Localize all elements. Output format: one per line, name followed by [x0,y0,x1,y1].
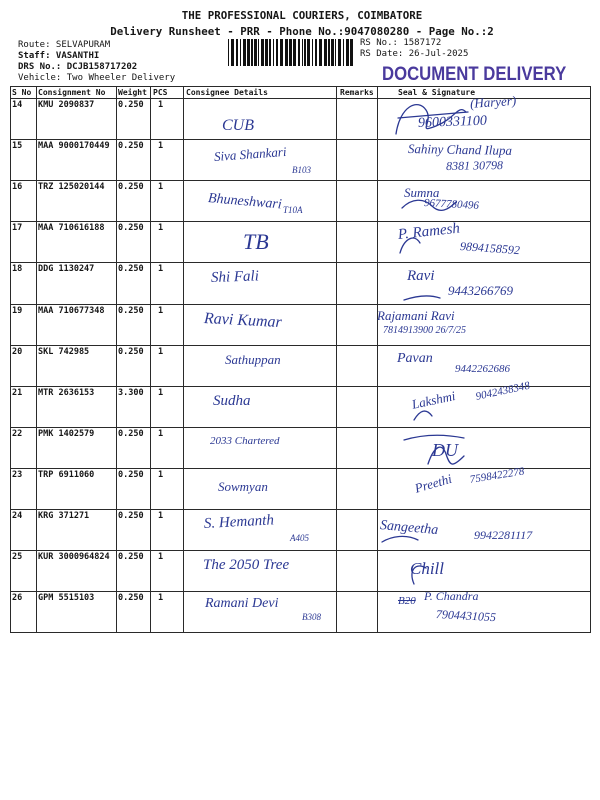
weight-cell: 0.250 [118,264,144,275]
weight-cell: 0.250 [118,100,144,110]
barcode-bar [289,39,292,66]
weight-cell: 0.250 [118,428,144,439]
document-delivery-stamp: DOCUMENT DELIVERY [382,64,567,85]
pcs-cell: 1 [158,511,164,521]
consignee-flat-handwritten: T10A [283,204,303,215]
sno-cell: 15 [12,141,23,152]
barcode-bar [343,39,344,66]
consignment-no-cell: MAA 710677348 [38,305,105,316]
barcode [228,39,355,66]
rs-date: RS Date: 26-Jul-2025 [360,49,469,59]
sno-cell: 21 [12,387,23,398]
drs-number: DRS No.: DCJB158717202 [18,62,138,72]
consignee-name-handwritten: Sudha [213,392,251,409]
pcs-cell: 1 [158,346,164,357]
barcode-bar [307,39,310,66]
vehicle: Vehicle: Two Wheeler Delivery [18,73,176,83]
sno-cell: 22 [12,428,23,439]
signature-name-handwritten: Lakshmi [410,387,457,412]
barcode-bar [293,39,296,66]
weight-cell: 0.250 [118,469,144,480]
barcode-bar [285,39,288,66]
signature-phone-handwritten: 8381 30798 [445,157,504,173]
row-divider [10,632,591,633]
signature-phone-handwritten: 9442262686 [455,362,510,375]
table-row [0,180,600,221]
column-header-sno: S No [12,88,32,97]
weight-cell: 0.250 [118,223,144,234]
route: Route: SELVAPURAM [18,40,111,50]
barcode-bar [276,39,278,66]
barcode-bar [315,39,317,66]
weight-cell: 3.300 [118,387,144,398]
consignment-no-cell: MAA 9000170449 [38,141,110,152]
barcode-bar [319,39,322,66]
signature-phone-handwritten: 9443266769 [448,282,513,298]
pcs-cell: 1 [158,182,164,193]
barcode-bar [298,39,300,66]
barcode-bar [228,39,229,66]
barcode-bar [338,39,341,66]
column-header-consignee-details: Consignee Details [186,88,268,97]
consignee-name-handwritten: Shi Fali [210,268,260,286]
runsheet-subtitle: Delivery Runsheet - PRR - Phone No.:9047080280 - Page No.:2 [110,25,494,38]
signature-name-handwritten: Sumna [404,184,440,200]
barcode-bar [335,39,336,66]
barcode-bar [236,39,238,66]
barcode-bar [231,39,234,66]
consignment-no-cell: TRZ 125020144 [38,182,105,193]
consignee-name-handwritten: TB [243,228,269,254]
barcode-bar [304,39,306,66]
pcs-cell: 1 [158,223,164,234]
pcs-cell: 1 [158,305,164,316]
pcs-cell: 1 [158,552,164,563]
column-header-remarks: Remarks [340,88,374,97]
table-row [0,550,600,591]
barcode-bar [331,39,334,66]
weight-cell: 0.250 [118,141,144,152]
consignment-no-cell: SKL 742985 [38,346,90,357]
table-row [0,465,600,509]
barcode-bar [324,39,327,66]
table-row [0,509,600,550]
pcs-cell: 1 [158,428,164,439]
consignee-flat-handwritten: A405 [290,533,309,543]
weight-cell: 0.250 [118,511,144,521]
consignment-no-cell: TRP 6911060 [38,469,95,480]
consignment-no-cell: MAA 710616188 [38,223,105,234]
column-header-weight: Weight [118,88,147,97]
sno-cell: 25 [12,552,23,563]
consignee-name-handwritten: CUB [222,117,254,134]
barcode-bar [346,39,349,66]
table-row [0,221,600,262]
consignment-no-cell: PMK 1402579 [38,428,95,439]
signature-phone-handwritten: 9042438348 [474,379,531,403]
barcode-bar [312,39,313,66]
signature-name-handwritten: P. Chandra [424,589,479,603]
sno-cell: 24 [12,511,23,521]
rs-number: RS No.: 1587172 [360,38,442,48]
consignee-name-handwritten: Sathuppan [225,351,281,367]
staff: Staff: VASANTHI [18,51,100,61]
struck-out-handwriting: B20 [398,594,416,607]
consignee-name-handwritten: Ravi Kumar [203,310,283,332]
signature-name-handwritten: DU [432,439,458,460]
consignee-name-handwritten: 2033 Chartered [210,434,280,447]
weight-cell: 0.250 [118,552,144,563]
sno-cell: 16 [12,182,23,193]
company-name: THE PROFESSIONAL COURIERS, COIMBATORE [181,9,423,22]
consignment-no-cell: KUR 3000964824 [38,552,110,563]
table-row [0,304,600,345]
barcode-bar [247,39,250,66]
barcode-bar [240,39,241,66]
signature-phone-handwritten: 7904431055 [435,606,497,625]
pcs-cell: 1 [158,387,164,398]
barcode-bar [269,39,271,66]
barcode-bar [350,39,353,66]
barcode-bar [261,39,264,66]
weight-cell: 0.250 [118,593,144,604]
signature-phone-handwritten: 9942281117 [474,528,533,542]
pcs-cell: 1 [158,469,164,480]
pcs-cell: 1 [158,264,164,275]
consignee-name-handwritten: Bhuneshwari [207,191,283,213]
pcs-cell: 1 [158,593,164,604]
signature-phone-handwritten: 9677780496 [423,196,480,212]
barcode-bar [243,39,246,66]
signature-name-handwritten: Preethi [412,470,454,496]
pcs-cell: 1 [158,141,164,152]
consignee-name-handwritten: Ramani Devi [205,595,279,611]
consignment-no-cell: MTR 2636153 [38,387,95,398]
table-row [0,262,600,303]
table-row [0,379,600,427]
signature-name-handwritten: P. Ramesh [397,220,461,243]
signature-phone-handwritten: 9600331100 [417,113,488,131]
barcode-bar [302,39,303,66]
signature-phone-handwritten: 9894158592 [459,239,521,258]
column-header-pcs: PCS [153,88,168,97]
sno-cell: 19 [12,305,23,316]
barcode-bar [258,39,259,66]
weight-cell: 0.250 [118,182,144,193]
consignee-name-handwritten: S. Hemanth [203,512,275,532]
signature-phone-handwritten: 7598422278 [468,465,526,486]
weight-cell: 0.250 [118,305,144,316]
row-divider [10,86,591,87]
barcode-bar [254,39,257,66]
table-row [0,591,600,632]
sno-cell: 26 [12,593,23,604]
barcode-bar [273,39,274,66]
signature-name-handwritten: Sahiny Chand Ilupa [407,140,513,158]
consignee-name-handwritten: Siva Shankari [213,143,287,164]
consignment-no-cell: KRG 371271 [38,511,90,521]
consignee-name-handwritten: Sowmyan [218,478,268,494]
weight-cell: 0.250 [118,346,144,357]
barcode-bar [328,39,330,66]
table-row [0,345,600,386]
pcs-cell: 1 [158,100,164,110]
consignment-no-cell: DDG 1130247 [38,264,95,275]
consignment-no-cell: KMU 2090837 [38,100,95,110]
table-row [0,139,600,180]
column-header-seal-signature: Seal & Signature [398,88,476,97]
sno-cell: 17 [12,223,23,234]
barcode-bar [265,39,268,66]
sno-cell: 20 [12,346,23,357]
barcode-bar [251,39,253,66]
sno-cell: 14 [12,100,23,110]
sno-cell: 23 [12,469,23,480]
signature-name-handwritten: Pavan [397,350,433,366]
signature-name-handwritten: (Haryer) [469,92,517,111]
barcode-bar [280,39,283,66]
signature-name-handwritten: Sangeetha [379,518,439,539]
signature-phone-handwritten: 7814913900 26/7/25 [383,325,467,336]
signature-name-handwritten: Ravi [407,267,435,284]
signature-name-handwritten: Rajamani Ravi [377,308,455,323]
signature-name-handwritten: Chill [410,558,445,578]
sno-cell: 18 [12,264,23,275]
consignee-flat-handwritten: B308 [302,611,321,622]
column-header-consignment-no: Consignment No [38,88,106,97]
consignee-name-handwritten: The 2050 Tree [203,556,290,573]
consignee-flat-handwritten: B103 [292,164,311,175]
table-row [0,427,600,468]
consignment-no-cell: GPM 5515103 [38,593,95,604]
